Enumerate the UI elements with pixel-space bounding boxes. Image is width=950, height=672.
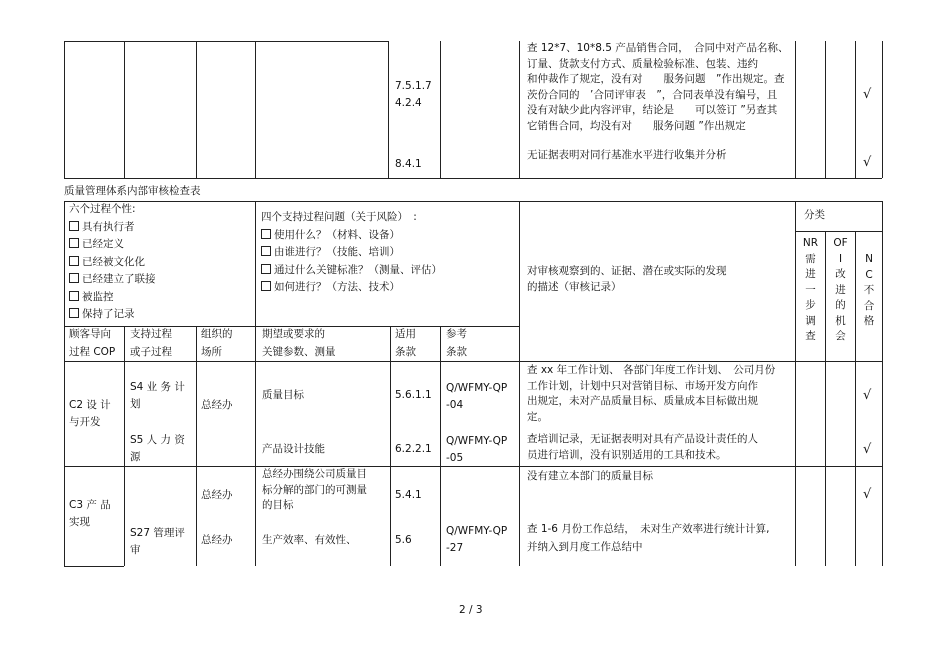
s4-finding: 查 xx 年工作计划、 各部门年度工作计划、 公司月份 工作计划，计划中只对营销目标、市场开发方向作 出规定，未对产品质量目标、质量成本目标做出规 定。: [527, 364, 776, 423]
six-process-characteristics: 六个过程个性: 具有执行者 已经定义 已经被文化化 已经建立了联接 被监控 保持了记录: [69, 203, 156, 320]
col-header-parameters: 期望或要求的 关键参数、测量: [262, 328, 336, 358]
checkbox[interactable]: [69, 221, 79, 231]
s5-finding: 查培训记录，无证据表明对具有产品设计责任的人 员进行培训，没有识别适用的工具和技术。: [527, 433, 758, 461]
r3-clause: 5.4.1: [395, 489, 422, 501]
checklist-title: 质量管理体系内部审核检查表: [64, 185, 201, 197]
checkbox[interactable]: [69, 308, 79, 318]
top-finding: 查 12*7、10*8.5 产品销售合同， 合同中对产品名称、 订量、货款支付方式、质量检验标准、包装、违约 和仲裁作了规定，没有对 服务问题 ”作出规定。查 茨份合同的 ’合同评审表 ”，合同表单没有编号，且 没有对缺少此内容评审，结论是 可以签订 ”另查其 它销售合同，均没有对 服务问题 ”作出规定: [527, 42, 789, 132]
clause-7-5-1-7: 7.5.1.7: [395, 80, 432, 92]
col-header-location: 组织的 场所: [201, 328, 233, 358]
s27-finding: 查 1-6 月份工作总结， 未对生产效率进行统计计算, 并纳入到月度工作总结中: [527, 523, 770, 553]
checkbox[interactable]: [69, 238, 79, 248]
nc-check-mark: √: [863, 155, 872, 170]
s5-reference: Q/WFMY-QP -05: [446, 435, 508, 464]
nc-header: N C 不 合 格: [863, 253, 875, 327]
s4-clause: 5.6.1.1: [395, 389, 432, 401]
checkbox[interactable]: [69, 291, 79, 301]
checkbox[interactable]: [261, 264, 271, 274]
s27-clause: 5.6: [395, 534, 412, 546]
nc-check-mark: √: [863, 442, 872, 457]
col-header-reference: 参考 条款: [446, 328, 467, 358]
checkbox[interactable]: [261, 229, 271, 239]
top-finding-c: 无证据表明对同行基准水平进行收集并分析: [527, 149, 727, 161]
r3-parameter: 总经办围绕公司质量目 标分解的部门的可测量 的目标: [262, 468, 367, 511]
support-s4: S4 业 务 计 划: [130, 381, 185, 410]
nr-header: NR 需 进 一 步 调 查: [802, 237, 819, 342]
checkbox[interactable]: [69, 273, 79, 283]
s27-department: 总经办: [201, 534, 233, 546]
s27-reference: Q/WFMY-QP -27: [446, 525, 508, 554]
ofi-header: OF I 改 进 的 机 会: [833, 237, 848, 342]
col-header-clause: 适用 条款: [395, 328, 416, 358]
s5-parameter: 产品设计技能: [262, 443, 325, 455]
checkbox[interactable]: [261, 281, 271, 291]
nc-check-mark: √: [863, 87, 872, 102]
cop-c2: C2 设 计 与开发: [69, 399, 111, 428]
s27-parameter: 生产效率、有效性、: [262, 534, 357, 546]
description-header: 对审核观察到的、证据、潜在或实际的发现 的描述（审核记录）: [527, 265, 727, 293]
checkbox[interactable]: [69, 256, 79, 266]
s4-parameter: 质量目标: [262, 389, 304, 401]
page-number: 2 / 3: [459, 604, 483, 616]
four-support-questions: 四个支持过程问题（关于风险） : 使用什么？（材料、设备） 由谁进行？（技能、培训） 通过什么关键标准？（测量、评估） 如何进行？（方法、技术）: [261, 211, 442, 293]
cop-c3: C3 产 品 实现: [69, 499, 111, 528]
clause-4-2-4: 4.2.4: [395, 97, 422, 109]
classification-header: 分类: [804, 209, 825, 221]
s4-reference: Q/WFMY-QP -04: [446, 382, 508, 411]
checkbox[interactable]: [261, 246, 271, 256]
nc-check-mark: √: [863, 388, 872, 403]
support-s5: S5 人 力 资 源: [130, 434, 185, 463]
col-header-cop: 顾客导向 过程 COP: [69, 328, 116, 358]
r3-department: 总经办: [201, 489, 233, 501]
nc-check-mark: √: [863, 487, 872, 502]
s5-clause: 6.2.2.1: [395, 443, 432, 455]
s4-department: 总经办: [201, 399, 233, 411]
r3-finding: 没有建立本部门的质量目标: [527, 470, 653, 482]
col-header-support: 支持过程 或子过程: [130, 328, 172, 358]
clause-8-4-1: 8.4.1: [395, 158, 422, 170]
support-s27: S27 管理评 审: [130, 527, 185, 556]
